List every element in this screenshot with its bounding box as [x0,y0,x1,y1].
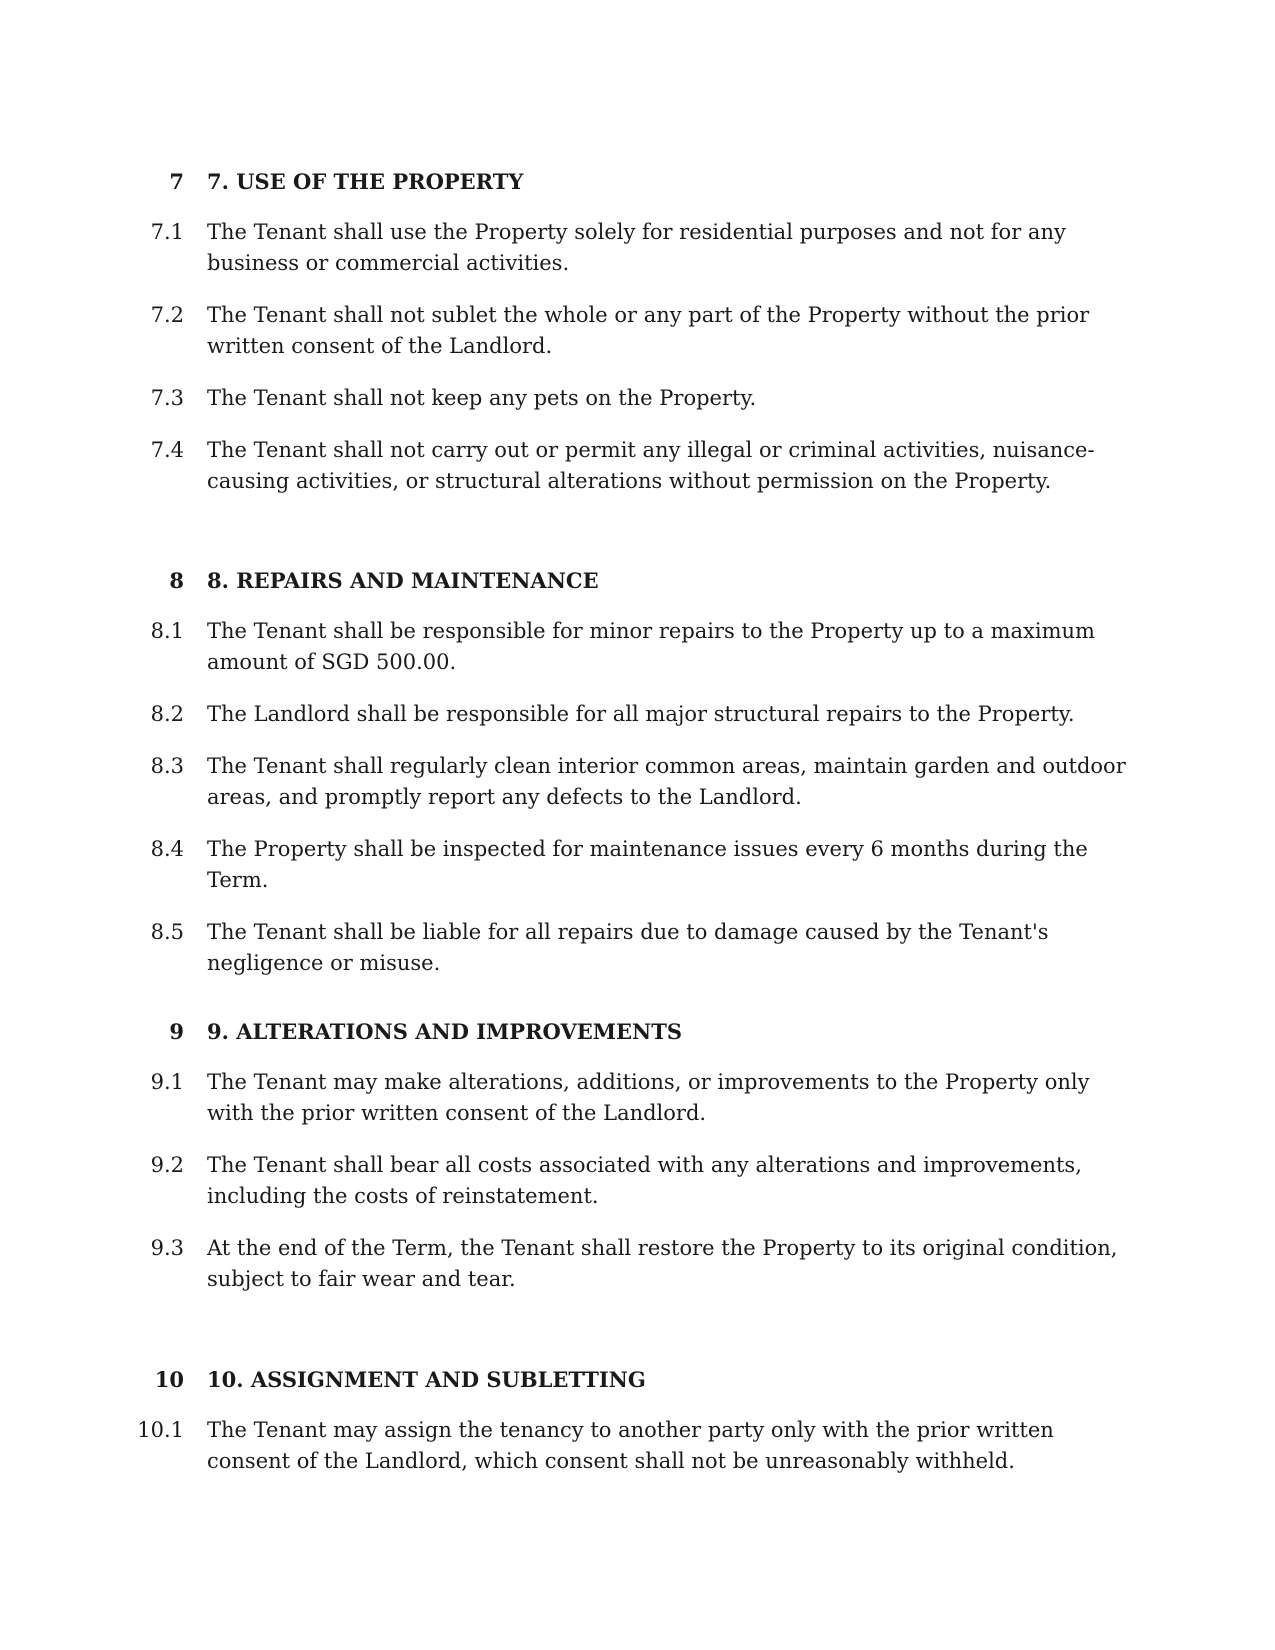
clause [0,1067,1275,1129]
clause-number: 9.3 [150,1236,184,1260]
section-heading [0,1017,1275,1047]
section-number: 8 [169,568,184,593]
section-heading [0,167,1275,197]
clause-text: The Tenant shall bear all costs associated with any alterations and improvements, including the costs of reinstatement. [207,1153,1082,1208]
clause-number: 9.2 [150,1153,184,1177]
clause-number: 9.1 [150,1070,184,1094]
clause-text: The Tenant shall be liable for all repairs due to damage caused by the Tenant's negligence or misuse. [207,920,1049,975]
clause [0,917,1275,979]
section-number: 10 [154,1367,184,1392]
clause-number: 8.5 [150,920,184,944]
clause-text: The Tenant shall not keep any pets on the Property. [207,386,757,410]
clause [0,1233,1275,1295]
clause [0,1150,1275,1212]
clause-number: 7.1 [150,220,184,244]
clause-text: The Property shall be inspected for maintenance issues every 6 months during the Term. [207,837,1088,892]
clause [0,699,1275,730]
clause-text: The Tenant may make alterations, additions, or improvements to the Property only with the prior written consent of the Landlord. [207,1070,1090,1125]
clause-number: 8.2 [150,702,184,726]
section-7 [0,167,1275,497]
section-heading [0,1365,1275,1395]
section-8 [0,566,1275,979]
clause-text: The Landlord shall be responsible for all major structural repairs to the Property. [207,702,1075,726]
clause-text: The Tenant shall not sublet the whole or any part of the Property without the prior written consent of the Landlord. [207,303,1090,358]
clause-number: 8.4 [150,837,184,861]
clause-text: The Tenant shall regularly clean interior common areas, maintain garden and outdoor areas, and promptly report any defects to the Landlord. [207,754,1126,809]
clause-text: The Tenant may assign the tenancy to another party only with the prior written consent of the Landlord, which consent shall not be unreasonably withheld. [207,1418,1054,1473]
clause [0,435,1275,497]
clause-number: 8.1 [150,619,184,643]
clause-number: 8.3 [150,754,184,778]
clause [0,751,1275,813]
section-number: 9 [169,1019,184,1044]
clause-number: 7.3 [150,386,184,410]
section-number: 7 [169,169,184,194]
clause-text: The Tenant shall not carry out or permit any illegal or criminal activities, nuisance-causing activities, or structural alterations without permission on the Property. [207,438,1095,493]
clause [0,616,1275,678]
clause [0,383,1275,414]
clause-number: 7.4 [150,438,184,462]
section-10 [0,1365,1275,1477]
clause [0,834,1275,896]
clause-number: 7.2 [150,303,184,327]
section-title: 9. ALTERATIONS AND IMPROVEMENTS [207,1019,683,1044]
section-title: 7. USE OF THE PROPERTY [207,169,524,194]
clause-text: The Tenant shall be responsible for minor repairs to the Property up to a maximum amount of SGD 500.00. [207,619,1095,674]
clause [0,217,1275,279]
section-9 [0,1017,1275,1295]
clause-number: 10.1 [137,1418,184,1442]
clause-text: At the end of the Term, the Tenant shall restore the Property to its original condition, subject to fair wear and tear. [207,1236,1118,1291]
clause [0,1415,1275,1477]
clause-text: The Tenant shall use the Property solely for residential purposes and not for any business or commercial activities. [207,220,1066,275]
section-heading [0,566,1275,596]
section-title: 10. ASSIGNMENT AND SUBLETTING [207,1367,646,1392]
clause [0,300,1275,362]
section-title: 8. REPAIRS AND MAINTENANCE [207,568,599,593]
